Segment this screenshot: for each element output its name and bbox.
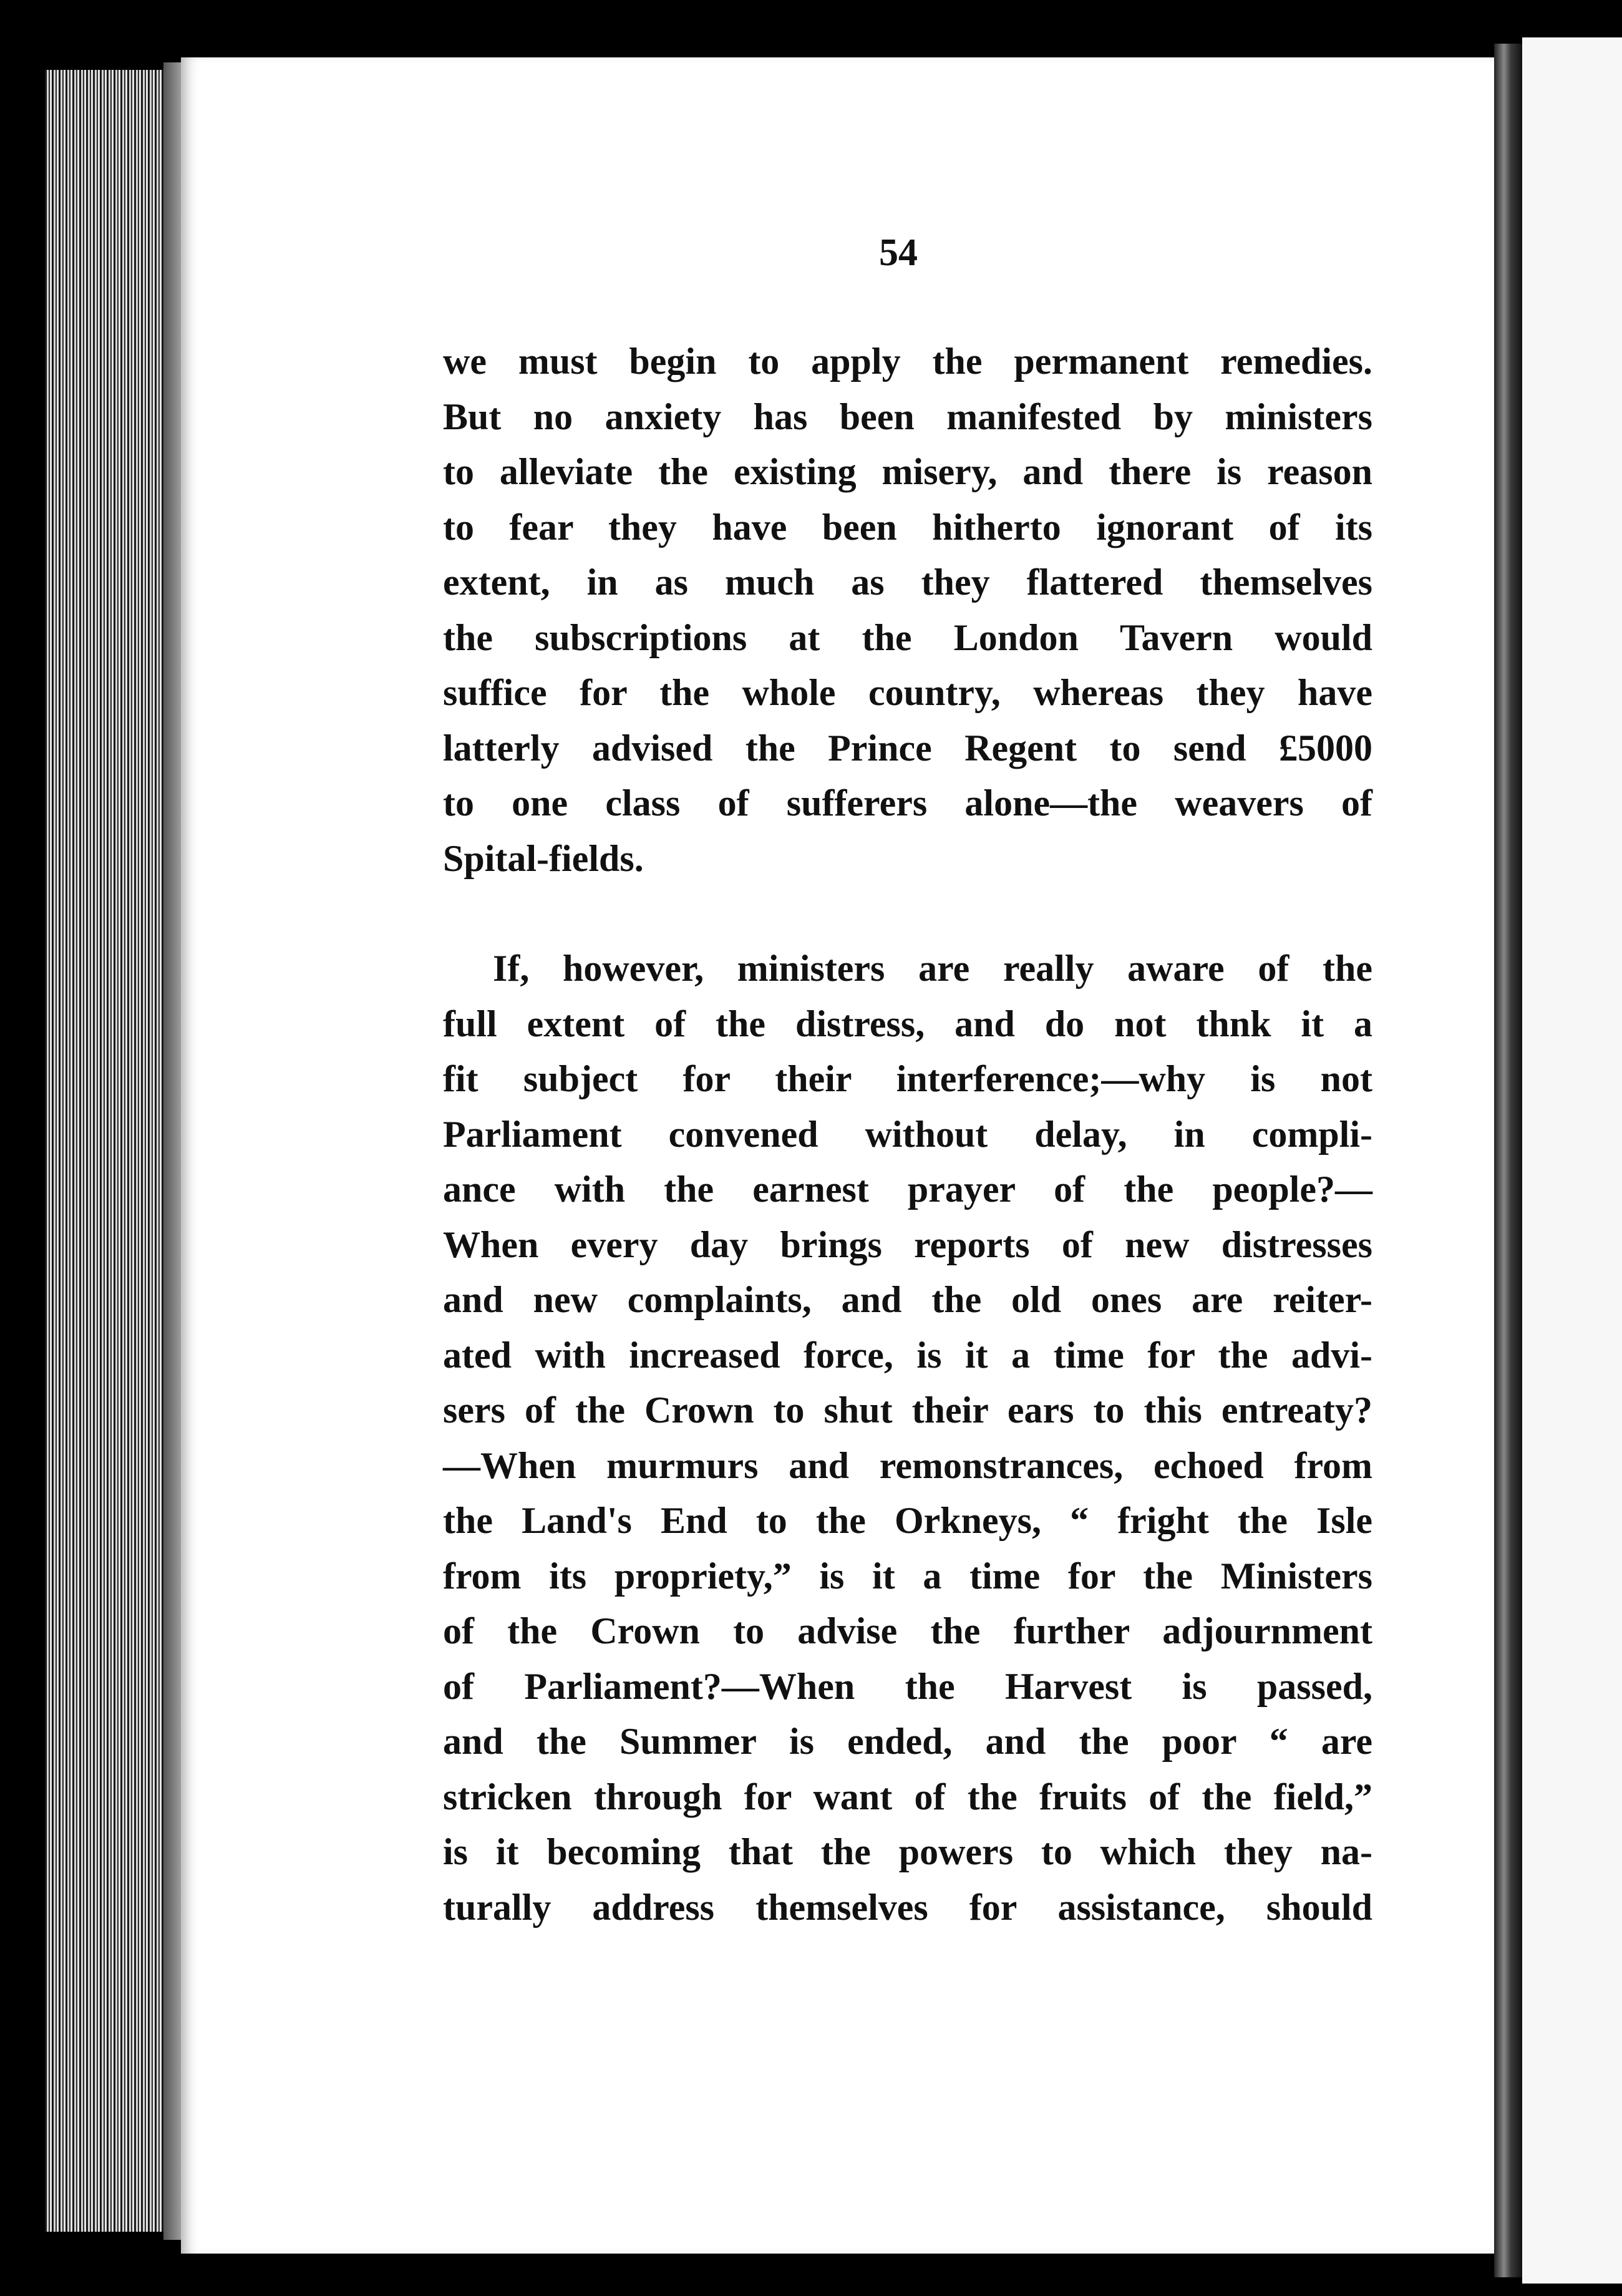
text-line: When every day brings reports of new distresses (443, 1223, 1372, 1265)
text-line: to fear they have been hitherto ignorant of its (443, 506, 1372, 548)
text-line: stricken through for want of the fruits of the field,” (443, 1776, 1372, 1817)
text-line: is it becoming that the powers to which they na- (443, 1831, 1372, 1872)
page-number: 54 (879, 231, 918, 274)
text-line: fit subject for their interference;—why is not (443, 1058, 1372, 1099)
book-fore-edge (45, 70, 179, 2232)
body-text (443, 334, 1372, 1935)
text-line: the Land's End to the Orkneys, “ fright the Isle (443, 1500, 1372, 1541)
text-line: turally address themselves for assistance, should (443, 1886, 1372, 1928)
text-line: But no anxiety has been manifested by ministers (443, 396, 1372, 437)
text-line: extent, in as much as they flattered themselves (443, 562, 1372, 603)
text-line: Spital-fields. (443, 837, 644, 879)
text-line: sers of the Crown to shut their ears to this entreaty? (443, 1389, 1372, 1431)
text-line: to one class of sufferers alone—the weavers of (443, 782, 1372, 824)
text-line: latterly advised the Prince Regent to send £5000 (443, 727, 1372, 769)
text-line: suffice for the whole country, whereas they have (443, 672, 1372, 713)
text-line: ated with increased force, is it a time for the advi- (443, 1334, 1372, 1376)
text-line: If, however, ministers are really aware of the (493, 948, 1372, 989)
text-line: the subscriptions at the London Tavern would (443, 616, 1372, 658)
text-line: of the Crown to advise the further adjournment (443, 1610, 1372, 1651)
text-line: of Parliament?—When the Harvest is passed, (443, 1665, 1372, 1707)
text-line: from its propriety,” is it a time for the Ministers (443, 1555, 1372, 1597)
facing-page-edge (1522, 37, 1622, 2284)
text-line: and the Summer is ended, and the poor “ are (443, 1721, 1372, 1762)
text-line: full extent of the distress, and do not thnk it a (443, 1003, 1372, 1044)
text-line: ance with the earnest prayer of the people?— (443, 1169, 1372, 1210)
text-line: and new complaints, and the old ones are reiter- (443, 1279, 1372, 1320)
binding-edge (1494, 44, 1522, 2277)
text-line: we must begin to apply the permanent remedies. (443, 341, 1372, 382)
paragraph-gap (443, 886, 1372, 941)
text-line: Parliament convened without delay, in compli- (443, 1113, 1372, 1155)
text-line: —When murmurs and remonstrances, echoed from (443, 1444, 1372, 1486)
text-line: to alleviate the existing misery, and there is reason (443, 451, 1372, 492)
